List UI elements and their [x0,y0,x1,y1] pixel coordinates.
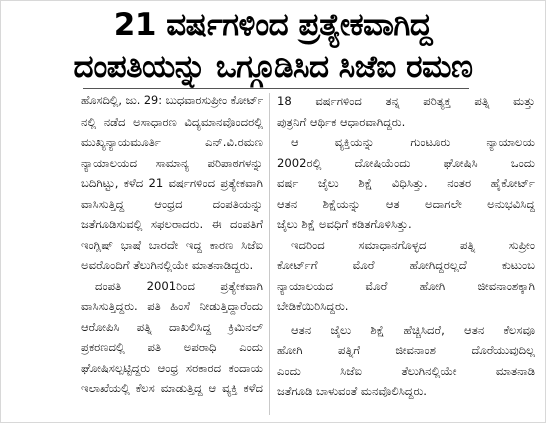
article-column-left [81,91,263,399]
column-divider [269,93,270,415]
headline-line-1-text: 21 ವರ್ಷಗಳಿಂದ ಪ್ರತ್ಯೇಕವಾಗಿದ್ದ [113,7,433,43]
left-line-14: ಘೋಷಿಸಲ್ಪಟ್ಟಿದ್ದರು ಆಂಧ್ರ ಸರಕಾರದ ಕಂದಾಯ [81,360,263,375]
article-column-right [277,91,535,402]
left-line-5: ಬದಿಗಿಟ್ಟು, ಕಳೆದ 21 ವರ್ಷಗಳಿಂದ ಪ್ರತ್ಯೇಕವಾಗಿ [81,176,263,190]
right-line-13: ಹೋಗಿ ಪತ್ನಿಗೆ ಜೀವನಾಂಶ ದೊರೆಯುವುದಿಲ್ಲ [277,343,535,357]
headline-line-2 [5,47,541,87]
right-line-6: ಆತನ ಶಿಕ್ಷೆಯನ್ನು ಆತ ಅದಾಗಲೇ ಅನುಭವಿಸಿದ್ದ [277,196,535,211]
left-line-11: ವಾಸಿಸುತ್ತಿದ್ದರು. ಪತಿ ಹಿಂಸೆ ನೀಡುತ್ತಿದ್ದಾರೆಂದು [81,299,263,313]
headline-line-2-text: ದಂಪತಿಯನ್ನು ಒಗ್ಗೂಡಿಸಿದ ಸಿಜೆಐ ರಮಣ [73,49,473,85]
left-line-15: ಇಲಾಖೆಯಲ್ಲಿ ಕೆಲಸ ಮಾಡುತ್ತಿದ್ದ ಆ ವ್ಯಕ್ತಿ ಕಳೆದ [81,381,263,395]
right-line-10: ನ್ಯಾಯಾಲಯದ ಮೊರೆ ಹೋಗಿ ಜೀವನಾಂಶಕ್ಕಾಗಿ [277,278,535,293]
right-line-7: ಜೈಲು ಶಿಕ್ಷೆ ಅವಧಿಗೆ ಕಡಿತಗೊಳಿಸಿತ್ತು. [277,217,412,231]
right-line-14: ಎಂದು ಸಿಜೆಐ ತೆಲುಗಿನಲ್ಲಿಯೇ ಮಾತನಾಡಿ [277,363,535,378]
left-line-12: ಆರೋಪಿಸಿ ಪತ್ನಿ ದಾಖಲಿಸಿದ್ದ ಕ್ರಿಮಿನಲ್ [81,319,263,334]
right-line-8: ಇದರಿಂದ ಸಮಾಧಾನಗೊಳ್ಳದ ಪತ್ನಿ ಸುಪ್ರೀಂ [291,237,535,252]
right-line-5: ವರ್ಷ ಜೈಲು ಶಿಕ್ಷೆ ವಿಧಿಸಿತ್ತು. ನಂತರ ಹೈಕೋರ್ಟ್ [277,176,535,190]
right-line-2: ಪುತ್ರನಿಗೆ ಆರ್ಥಿಕ ಆಧಾರವಾಗಿದ್ದರು. [277,114,406,129]
left-line-13: ಪ್ರಕರಣದಲ್ಲಿ ಪತಿ ಅಪರಾಧಿ ಎಂದು [81,340,263,354]
right-line-1: 18 ವರ್ಷಗಳಿಂದ ತನ್ನ ಪರಿತ್ಯಕ್ತ ಪತ್ನಿ ಮತ್ತು [277,94,535,108]
left-line-7: ಜತೆಗೂಡಿಸುವಲ್ಲಿ ಸಫಲರಾದರು. ಈ ದಂಪತಿಗೆ [81,217,263,231]
headline-line-1 [5,5,541,45]
left-line-2: ನಲ್ಲಿ ನಡೆದ ಅಸಾಧಾರಣ ವಿದ್ಯಮಾನವೊಂದರಲ್ಲಿ [81,114,263,129]
left-line-1: ಹೊಸದಿಲ್ಲಿ, ಜು. 29: ಬುಧವಾರಸುಪ್ರೀಂ ಕೋರ್ಟ್ [81,94,263,107]
right-line-3: ಆ ವ್ಯಕ್ತಿಯನ್ನು ಗುಂಟೂರು ನ್ಯಾಯಾಲಯ [291,135,535,149]
left-line-9: ಅವರೊಂದಿಗೆ ತೆಲುಗಿನಲ್ಲಿಯೇ ಮಾತನಾಡಿದ್ದರು. [81,258,254,272]
headline-rule [83,88,469,89]
left-line-8: ಇಂಗ್ಲಿಷ್ ಭಾಷೆ ಬಾರದೇ ಇದ್ದ ಕಾರಣ ಸಿಜೆಐ [81,237,263,252]
right-line-4: 2002ರಲ್ಲಿ ದೋಷಿಯೆಂದು ಘೋಷಿಸಿ ಒಂದು [277,155,535,170]
left-line-10: ದಂಪತಿ 2001ರಿಂದ ಪ್ರತ್ಯೇಕವಾಗಿ [95,278,263,293]
right-line-11: ಬೇಡಿಕೆಯಿರಿಸಿದ್ದರು. [277,299,349,313]
left-line-4: ನ್ಯಾಯಾಲಯದ ಸಾಮಾನ್ಯ ಪರಿಪಾಠಗಳನ್ನು [81,155,263,170]
left-line-3: ಮುಖ್ಯನ್ಯಾಯಮೂರ್ತಿ ಎನ್.ವಿ.ರಮಣ [81,135,263,149]
left-line-6: ವಾಸಿಸುತ್ತಿದ್ದ ಆಂಧ್ರದ ದಂಪತಿಯನ್ನು [81,196,263,211]
right-line-15: ಜತೆಗೂಡಿ ಬಾಳುವಂತೆ ಮನವೊಲಿಸಿದ್ದರು. [277,384,427,398]
right-line-12: ಆತನ ಜೈಲು ಶಿಕ್ಷೆ ಹೆಚ್ಚಿಸಿದರೆ, ಆತನ ಕೆಲಸವೂ [291,322,535,337]
right-line-9: ಕೋರ್ಟ್‌ಗೆ ಮೊರೆ ಹೋಗಿದ್ದರಲ್ಲದೆ ಕುಟುಂಬ [277,258,535,272]
